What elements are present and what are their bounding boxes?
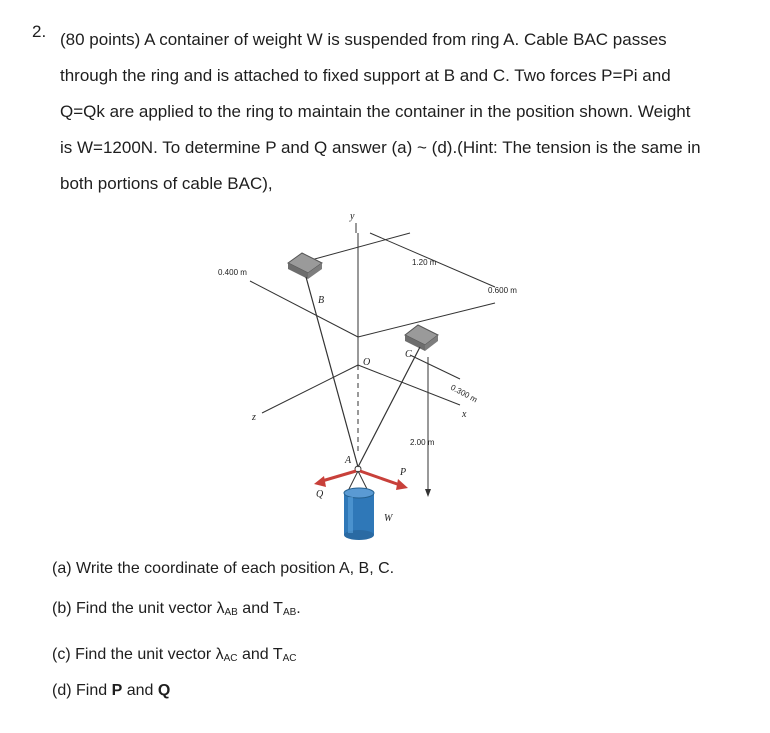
cable-ab bbox=[306, 277, 358, 467]
problem-statement bbox=[60, 22, 750, 202]
problem-line-3: Q=Qk are applied to the ring to maintain the container in the position shown. Weight bbox=[60, 102, 691, 121]
container-w bbox=[344, 488, 374, 540]
problem-number: 2. bbox=[32, 22, 47, 41]
label-o: O bbox=[363, 357, 371, 368]
label-b: B bbox=[318, 295, 325, 306]
dim-0400: 0.400 m bbox=[218, 268, 247, 277]
label-p: P bbox=[400, 467, 407, 478]
tension-symbol: T bbox=[272, 646, 283, 663]
problem-line-5: both portions of cable BAC), bbox=[60, 174, 273, 193]
z-axis bbox=[262, 365, 358, 413]
tension-sub-ac: AC bbox=[282, 653, 297, 664]
lambda-sub-ac: AC bbox=[223, 653, 238, 664]
period: . bbox=[296, 600, 301, 617]
question-b-text: (b) Find the unit vector bbox=[52, 600, 217, 617]
label-w: W bbox=[384, 513, 393, 524]
label-c: C bbox=[405, 349, 412, 360]
question-a: (a) Write the coordinate of each position A, B, C. bbox=[52, 560, 395, 577]
question-d-text: (d) Find bbox=[52, 682, 112, 699]
dim-120: 1.20 m bbox=[412, 258, 437, 267]
dim-0600: 0.600 m bbox=[488, 286, 517, 295]
question-c-text: (c) Find the unit vector bbox=[52, 646, 216, 663]
problem-line-2: through the ring and is attached to fixed support at B and C. Two forces P=Pi and bbox=[60, 66, 671, 85]
question-c bbox=[52, 646, 297, 664]
force-p-bold: P bbox=[111, 682, 123, 699]
and-text: and bbox=[122, 682, 158, 699]
force-q-bold: Q bbox=[157, 682, 171, 699]
x-axis-label: x bbox=[462, 409, 467, 420]
y-axis-label: y bbox=[350, 211, 355, 222]
label-a: A bbox=[345, 455, 352, 466]
statics-figure bbox=[200, 205, 530, 550]
dim-0300: 0.300 m bbox=[449, 382, 479, 405]
tension-symbol: T bbox=[273, 600, 283, 617]
question-d bbox=[52, 682, 170, 700]
problem-line-1: (80 points) A container of weight W is suspended from ring A. Cable BAC passes bbox=[60, 30, 667, 49]
lambda-symbol: λ bbox=[216, 600, 225, 617]
tension-sub-ab: AB bbox=[282, 607, 297, 618]
and-text: and bbox=[237, 646, 273, 663]
and-text: and bbox=[237, 600, 274, 617]
z-axis-label: z bbox=[252, 412, 256, 423]
question-b bbox=[52, 600, 301, 618]
lambda-symbol: λ bbox=[215, 646, 224, 663]
problem-line-4: is W=1200N. To determine P and Q answer (a) ~ (d).(Hint: The tension is the same in bbox=[60, 138, 701, 157]
force-p-arrow bbox=[360, 471, 400, 485]
force-q-arrow bbox=[322, 471, 356, 481]
x-axis bbox=[358, 365, 460, 405]
support-c bbox=[405, 325, 438, 351]
lambda-sub-ab: AB bbox=[224, 607, 238, 618]
support-b bbox=[288, 253, 322, 279]
label-q: Q bbox=[316, 489, 324, 500]
dim-200: 2.00 m bbox=[410, 438, 435, 447]
